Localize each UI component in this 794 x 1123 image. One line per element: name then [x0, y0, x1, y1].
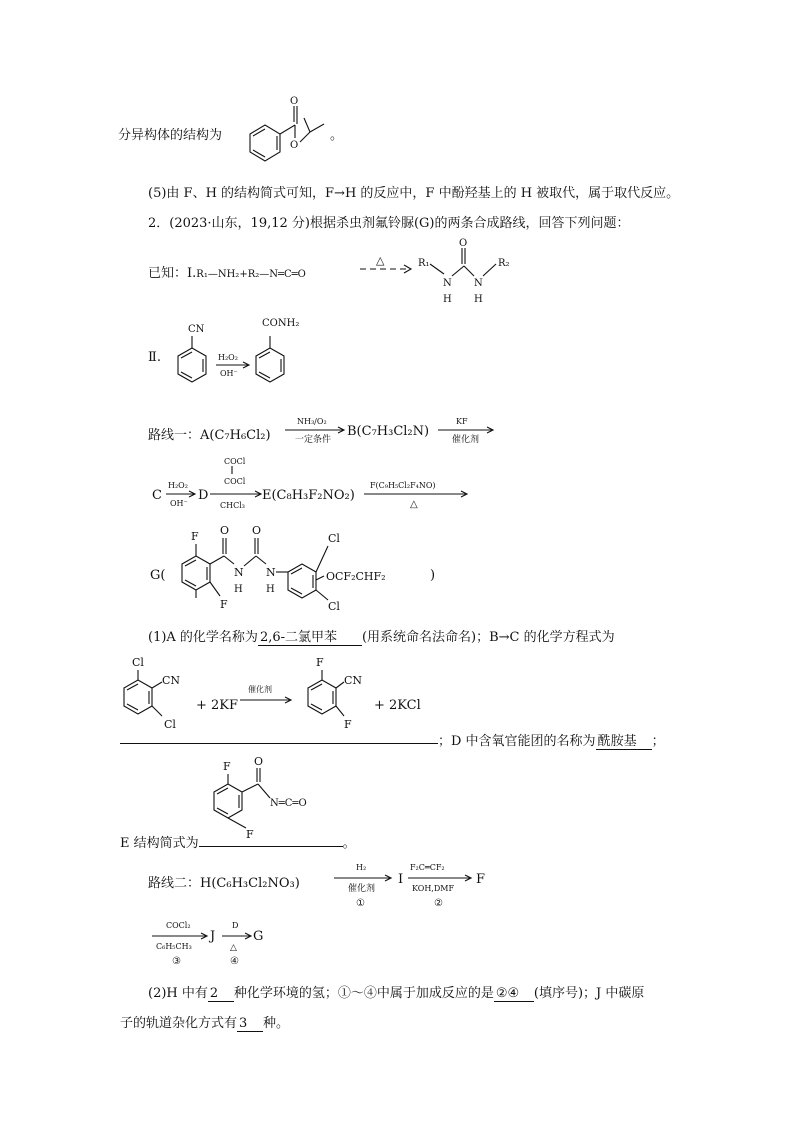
g-n2: N: [266, 566, 276, 579]
route1-step4-top1: COCl: [224, 457, 246, 466]
q1-line: [148, 626, 615, 646]
eq-plus-kf: + 2KF: [196, 698, 239, 713]
e-o: O: [254, 755, 264, 768]
known-ii-label: Ⅱ.: [148, 350, 161, 365]
g-o2: O: [252, 524, 262, 537]
route2-step2-bottom: KOH,DMF: [412, 884, 454, 893]
route1-step3-bottom: OH⁻: [170, 499, 188, 508]
g-cl-bottom: Cl: [328, 600, 340, 612]
route2-j: J: [210, 929, 216, 944]
eq-right-cn: CN: [344, 674, 363, 687]
route1-step2-top: KF: [456, 417, 468, 426]
known-label-text: 已知：: [148, 266, 188, 281]
e-f-top: F: [223, 760, 231, 773]
known-ii-reagent-top: H₂O₂: [218, 353, 238, 362]
e-nco: N═C═O: [270, 798, 307, 809]
route1-step3-top: H₂O₂: [168, 481, 188, 490]
route2-g: G: [253, 929, 264, 944]
eq-left-cn: CN: [162, 674, 181, 687]
urea-o: O: [459, 238, 468, 249]
route1-label: 路线一：: [148, 428, 201, 443]
g-prefix: G(: [150, 568, 166, 583]
eq-plus-kcl: + 2KCl: [374, 698, 421, 713]
route2-label: 路线二：: [148, 876, 201, 891]
route2-i: I: [398, 872, 404, 887]
known-ii-reagent-bottom: OH⁻: [220, 369, 238, 378]
e-structure: [206, 754, 346, 840]
known-label: [148, 262, 306, 281]
benzonitrile-reaction: [170, 318, 300, 396]
urea-n2: N: [474, 278, 483, 289]
q1-e-blank: [199, 832, 343, 847]
g-h1: H: [234, 584, 243, 595]
route2-step2-num: ②: [434, 898, 443, 909]
route2-arrow4: [220, 914, 254, 968]
known-i-label: Ⅰ.: [187, 266, 197, 281]
q1-answer-a: 2,6-二氯甲苯: [258, 626, 362, 646]
ester-structure: [228, 94, 328, 169]
urea-r1: R₁: [418, 258, 430, 269]
e-f-bottom: F: [246, 828, 254, 840]
g-n1: N: [234, 566, 244, 579]
route2-step3-bottom: C₆H₅CH₃: [156, 942, 192, 951]
route1-step1-top: NH₃/O₂: [297, 417, 327, 426]
isomer-suffix: 。: [330, 128, 344, 143]
eq-right-f-bottom: F: [344, 718, 352, 731]
g-suffix: ): [430, 568, 436, 583]
q1-d-suffix: ；: [651, 734, 665, 749]
known-i-arrow: [358, 252, 418, 282]
q1-d-prefix: ；D 中含氧官能团的名称为: [438, 734, 596, 749]
known-i-heat: △: [376, 254, 385, 267]
route2-arrow3: [150, 914, 210, 968]
urea-r2: R₂: [498, 258, 510, 269]
route2-step4-top: D: [232, 921, 239, 930]
route1-d: D: [198, 488, 209, 503]
isomer-text: [118, 124, 222, 143]
q2-answer-3: 3: [237, 1016, 263, 1032]
q2-line2-prefix: 子的轨道杂化方式有: [120, 1016, 238, 1031]
eq-underline: [120, 743, 438, 744]
eq-left-cl-top: Cl: [132, 656, 144, 669]
route2-step1-bottom: 催化剂: [348, 884, 376, 894]
route2-step2-top: F₂C═CF₂: [410, 863, 445, 872]
q1-e-line: [120, 832, 356, 851]
q2-mid1: 种化学环境的氢；①～④中属于加成反应的是: [233, 986, 494, 1001]
problem2-header: 2．(2023·山东，19,12 分)根据杀虫剂氟铃脲(G)的两条合成路线，回答下列问题：: [148, 216, 630, 231]
q2-answer-1: 2: [208, 986, 234, 1002]
known-ii-cn: CN: [188, 324, 205, 335]
q2-mid2: (填序号)；J 中碳原: [533, 986, 645, 1001]
route1-step5-top: F(C₉H₅Cl₂F₄NO): [370, 481, 436, 490]
q2-line1: [148, 982, 644, 1002]
q1-d-line: [438, 730, 665, 750]
q2-answer-2: ②④: [494, 986, 534, 1002]
route2-step1-num: ①: [356, 898, 365, 909]
route1-arrow5: [362, 476, 472, 510]
route1-step4-top2: COCl: [224, 477, 246, 486]
q1-e-suffix: 。: [342, 836, 356, 851]
route2-arrow2: [406, 856, 476, 910]
g-ocf2chf2: OCF₂CHF₂: [326, 570, 386, 583]
known-i-reactants: R₁—NH₂+R₂—N═C═O: [196, 269, 306, 280]
route2-step3-top: COCl₂: [166, 921, 191, 930]
q1-prefix: (1)A 的化学名称为: [148, 630, 258, 645]
isomer-prefix: 分异构体的结构为: [118, 128, 223, 143]
q1-answer-d: 酰胺基: [596, 730, 652, 750]
route1-e: E(C₈H₃F₂NO₂): [262, 488, 355, 503]
route2-step4-bottom: △: [230, 943, 237, 953]
route1-arrow2: [436, 412, 496, 446]
q2-line2-suffix: 种。: [263, 1016, 290, 1031]
route1-step4-bottom: CHCl₃: [220, 501, 245, 510]
route1-step2-bottom: 催化剂: [452, 435, 480, 445]
q2-line2: [120, 1012, 289, 1032]
route1-line1: [148, 424, 271, 443]
q1-e-prefix: E 结构简式为: [120, 836, 199, 851]
urea-structure: [416, 236, 526, 308]
g-f-top: F: [191, 530, 199, 543]
g-structure: [168, 520, 458, 612]
route1-arrow1: [283, 412, 347, 446]
eq-catalyst: 催化剂: [248, 685, 272, 694]
route1-c: C: [152, 488, 162, 503]
route2-f: F: [476, 872, 486, 887]
urea-n1: N: [443, 278, 452, 289]
route2-line1: [148, 872, 300, 891]
route2-arrow1: [332, 856, 396, 910]
known-ii-conh2: CONH₂: [262, 318, 300, 329]
route1-arrow4: [208, 452, 264, 512]
q2-prefix: (2)H 中有: [148, 986, 208, 1001]
b-to-c-equation: [116, 648, 446, 744]
route1-step1-bottom: 一定条件: [295, 435, 332, 445]
urea-h2: H: [474, 294, 483, 305]
g-f-bottom: F: [220, 598, 228, 611]
eq-left-cl-bottom: Cl: [164, 718, 176, 731]
route2-step4-num: ④: [230, 956, 239, 967]
q1-middle: (用系统命名法命名)；B→C 的化学方程式为: [361, 630, 615, 645]
g-h2: H: [266, 584, 275, 595]
item5-text: (5)由 F、H 的结构简式可知，F→H 的反应中，F 中酚羟基上的 H 被取代，属于取代反应。: [148, 186, 680, 201]
route2-step1-top: H₂: [356, 863, 367, 872]
route1-step5-bottom: △: [410, 499, 418, 510]
g-cl-top: Cl: [328, 532, 340, 545]
ester-o2-label: O: [290, 140, 299, 151]
route1-arrow3: [164, 476, 198, 510]
g-o1: O: [220, 524, 230, 537]
route1-b: B(C₇H₃Cl₂N): [347, 424, 430, 439]
route2-h: H(C₆H₃Cl₂NO₃): [200, 876, 300, 891]
route2-step3-num: ③: [172, 956, 181, 967]
eq-right-f-top: F: [316, 656, 324, 669]
urea-h1: H: [443, 294, 452, 305]
ester-o-label: O: [290, 96, 299, 107]
route1-a: A(C₇H₆Cl₂): [200, 428, 271, 443]
